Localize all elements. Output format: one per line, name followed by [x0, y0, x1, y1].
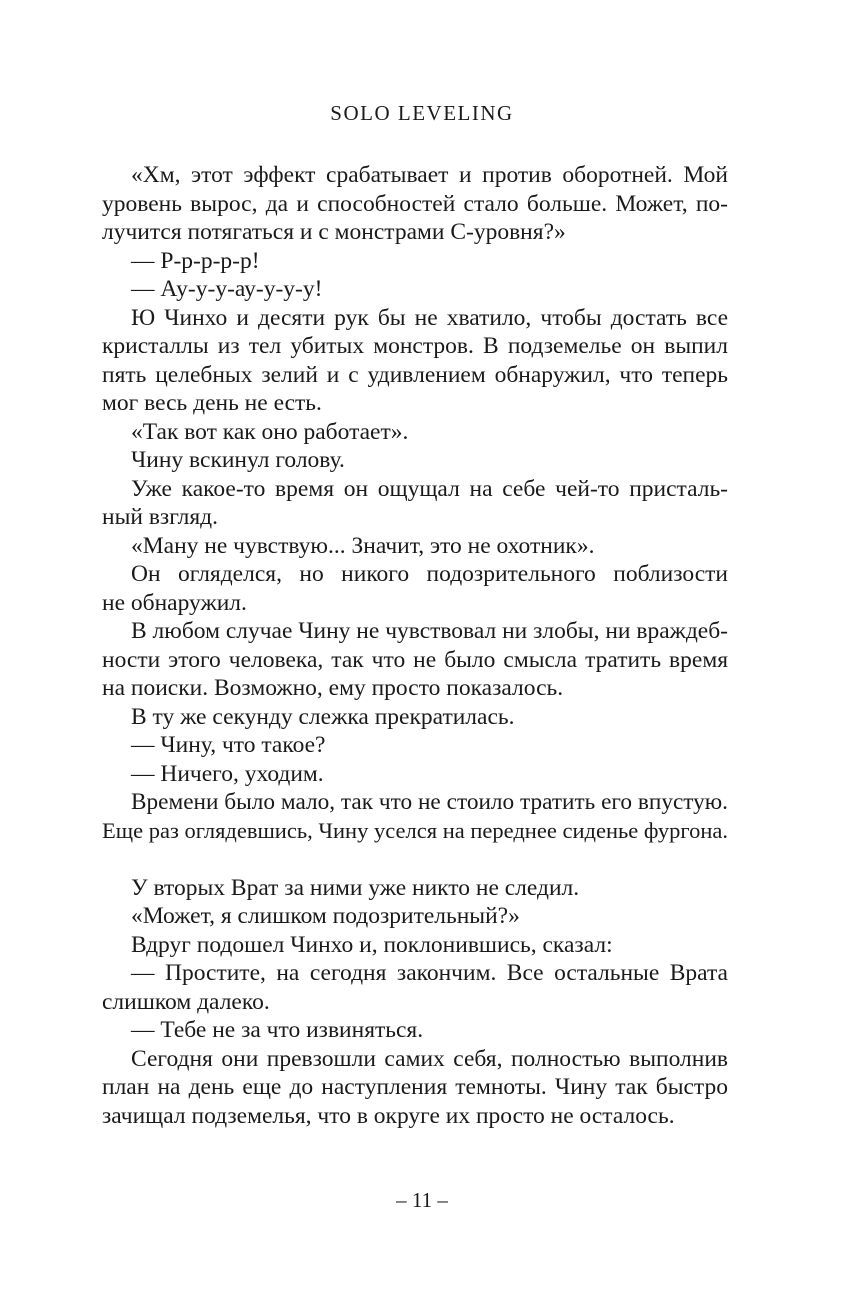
text-line: — Тебе не за что извиняться. — [131, 1017, 424, 1043]
text-line: «Ману не чувствую... Значит, это не охотник». — [131, 532, 595, 559]
text-line: пять целебных зелий и с удивлением обнаружил, что теперь — [102, 361, 728, 388]
text-line: «Может, я слишком подозрительный?» — [131, 903, 520, 929]
text-line: слишком далеко. — [102, 988, 270, 1015]
text-line: уровень вырос, да и способностей стало больше. Может, по- — [102, 190, 728, 217]
text-line: — Ау-у-у-ау-у-у-у! — [131, 276, 323, 302]
section-break — [102, 845, 728, 874]
text-line: план на день еще до наступления темноты. Чину так быстро — [102, 1074, 728, 1100]
running-head: SOLO LEVELING — [330, 101, 514, 125]
text-line: «Хм, этот эффект срабатывает и против оборотней. Мой — [131, 162, 728, 188]
text-line: Сегодня они превзошли самих себя, полностью выполнив — [131, 1045, 728, 1072]
text-line: на поиски. Возможно, ему просто показалось. — [102, 675, 564, 701]
text-line: В любом случае Чину не чувствовал ни злобы, ни враждеб- — [131, 618, 728, 644]
page-number: – 11 – — [396, 1188, 448, 1212]
text-line: — Р-р-р-р-р! — [131, 247, 260, 274]
text-line: мог весь день не есть. — [102, 390, 322, 416]
text-line: лучится потягаться и с монстрами С-уровня?» — [102, 219, 566, 245]
text-line: не обнаружил. — [102, 589, 247, 616]
text-line: кристаллы из тел убитых монстров. В подземелье он выпил — [102, 333, 728, 359]
text-line: — Чину, что такое? — [131, 732, 326, 758]
text-line: Он огляделся, но никого подозрительного поблизости — [131, 561, 728, 587]
text-line: Чину вскинул голову. — [131, 447, 345, 473]
body-text — [102, 161, 728, 1130]
text-line: — Простите, на сегодня закончим. Все остальные Врата — [131, 960, 728, 986]
text-line: зачищал подземелья, что в округе их просто не осталось. — [102, 1102, 675, 1129]
text-line: — Ничего, уходим. — [131, 760, 324, 787]
text-line: ности этого человека, так что не было смысла тратить время — [102, 646, 728, 673]
text-line: «Так вот как оно работает». — [131, 418, 409, 445]
text-line: Ю Чинхо и десяти рук бы не хватило, чтобы достать все — [131, 304, 728, 331]
text-line: У вторых Врат за ними уже никто не следил. — [131, 874, 580, 901]
text-line: Уже какое-то время он ощущал на себе чей-то присталь- — [131, 475, 728, 502]
text-line: В ту же секунду слежка прекратилась. — [131, 703, 515, 730]
text-line: ный взгляд. — [102, 504, 219, 530]
text-line: Еще раз оглядевшись, Чину уселся на переднее сиденье фургона. — [102, 817, 728, 843]
text-line: Вдруг подошел Чинхо и, поклонившись, сказал: — [131, 931, 613, 958]
text-line: Времени было мало, так что не стоило тратить его впустую. — [131, 789, 728, 815]
